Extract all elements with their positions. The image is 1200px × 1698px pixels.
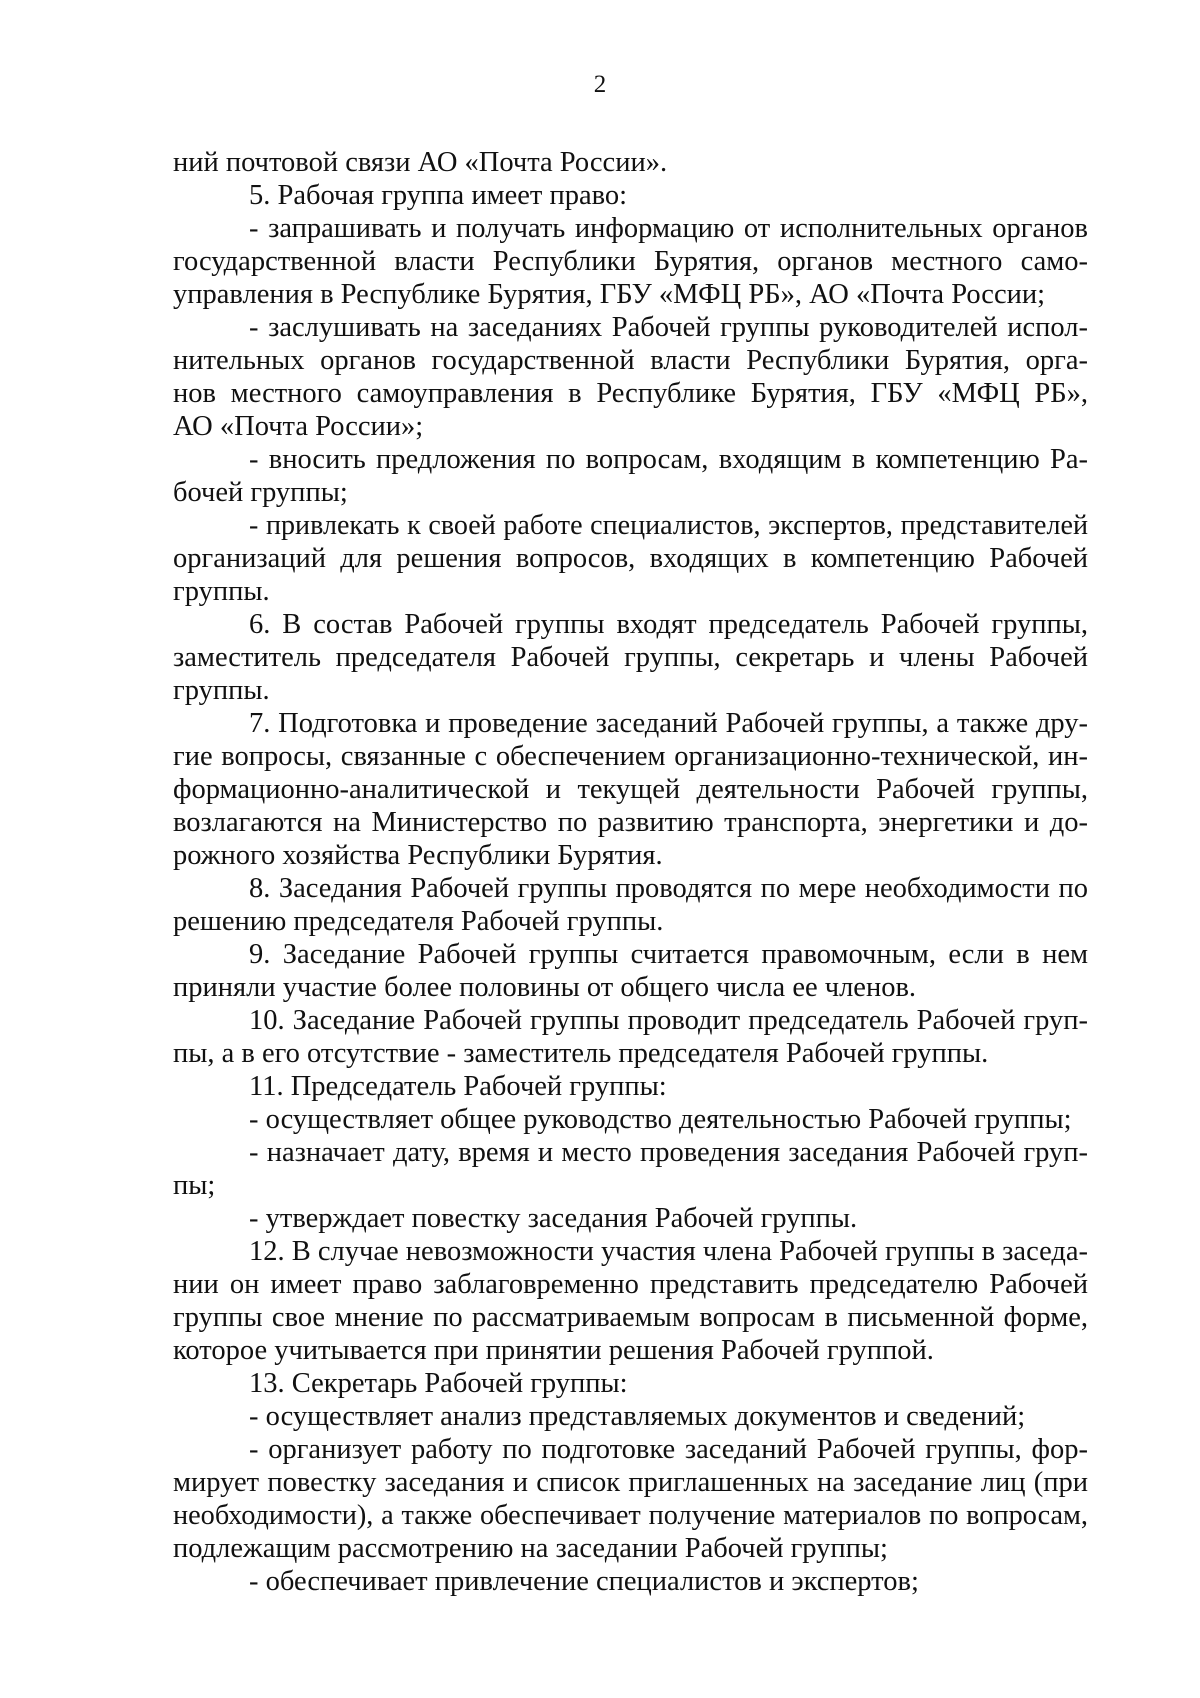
text-line: нии он имеет право заблаговременно представить председателю Рабочей — [173, 1269, 1088, 1300]
text-line: группы. — [173, 675, 270, 706]
text-line: организаций для решения вопросов, входящих в компетенцию Рабочей — [173, 543, 1088, 574]
text-line: нов местного самоуправления в Республике Бурятия, ГБУ «МФЦ РБ», — [173, 378, 1088, 409]
text-line: 6. В состав Рабочей группы входят председатель Рабочей группы, — [249, 609, 1088, 640]
text-line: подлежащим рассмотрению на заседании Рабочей группы; — [173, 1533, 888, 1564]
text-line: мирует повестку заседания и список приглашенных на заседание лиц (при — [173, 1467, 1088, 1498]
text-line: - вносить предложения по вопросам, входящим в компетенцию Ра- — [249, 444, 1088, 475]
text-line: нительных органов государственной власти Республики Бурятия, орга- — [173, 345, 1088, 376]
text-line: 12. В случае невозможности участия члена Рабочей группы в заседа- — [249, 1236, 1088, 1267]
text-line: - привлекать к своей работе специалистов, экспертов, представителей — [249, 510, 1088, 541]
text-line: рожного хозяйства Республики Бурятия. — [173, 840, 663, 871]
text-line: - запрашивать и получать информацию от исполнительных органов — [249, 213, 1088, 244]
text-line: - назначает дату, время и место проведения заседания Рабочей груп- — [249, 1137, 1088, 1168]
text-line: бочей группы; — [173, 477, 348, 508]
text-line: необходимости), а также обеспечивает получение материалов по вопросам, — [173, 1500, 1088, 1531]
text-line: пы, а в его отсутствие - заместитель председателя Рабочей группы. — [173, 1038, 989, 1069]
text-line: возлагаются на Министерство по развитию транспорта, энергетики и до- — [173, 807, 1088, 838]
text-line: - утверждает повестку заседания Рабочей группы. — [249, 1203, 858, 1234]
text-line: решению председателя Рабочей группы. — [173, 906, 664, 937]
text-line: АО «Почта России»; — [173, 411, 424, 442]
text-line: - осуществляет общее руководство деятельностью Рабочей группы; — [249, 1104, 1072, 1135]
text-line: - заслушивать на заседаниях Рабочей группы руководителей испол- — [249, 312, 1088, 343]
text-line: 9. Заседание Рабочей группы считается правомочным, если в нем — [249, 939, 1088, 970]
text-line: ний почтовой связи АО «Почта России». — [173, 147, 668, 178]
text-line: управления в Республике Бурятия, ГБУ «МФЦ РБ», АО «Почта России; — [173, 279, 1046, 310]
text-line: заместитель председателя Рабочей группы, секретарь и члены Рабочей — [173, 642, 1088, 673]
text-line: гие вопросы, связанные с обеспечением организационно-технической, ин- — [173, 741, 1088, 772]
document-body — [173, 146, 1088, 1598]
text-line: группы свое мнение по рассматриваемым вопросам в письменной форме, — [173, 1302, 1088, 1333]
text-line: 8. Заседания Рабочей группы проводятся по мере необходимости по — [249, 873, 1088, 904]
page-number: 2 — [593, 71, 607, 98]
text-line: 10. Заседание Рабочей группы проводит председатель Рабочей груп- — [249, 1005, 1088, 1036]
text-line: которое учитывается при принятии решения Рабочей группой. — [173, 1335, 934, 1366]
text-line: 7. Подготовка и проведение заседаний Рабочей группы, а также дру- — [249, 708, 1088, 739]
text-line: формационно-аналитической и текущей деятельности Рабочей группы, — [173, 774, 1088, 805]
text-line: - организует работу по подготовке заседаний Рабочей группы, фор- — [249, 1434, 1088, 1465]
text-line: государственной власти Республики Бурятия, органов местного само- — [173, 246, 1088, 277]
text-line: 11. Председатель Рабочей группы: — [249, 1071, 667, 1102]
text-line: приняли участие более половины от общего числа ее членов. — [173, 972, 917, 1003]
text-line: 5. Рабочая группа имеет право: — [249, 180, 628, 211]
text-line: - обеспечивает привлечение специалистов и экспертов; — [249, 1566, 919, 1597]
text-line: группы. — [173, 576, 270, 607]
text-line: 13. Секретарь Рабочей группы: — [249, 1368, 628, 1399]
text-line: - осуществляет анализ представляемых документов и сведений; — [249, 1401, 1026, 1432]
text-line: пы; — [173, 1170, 216, 1201]
